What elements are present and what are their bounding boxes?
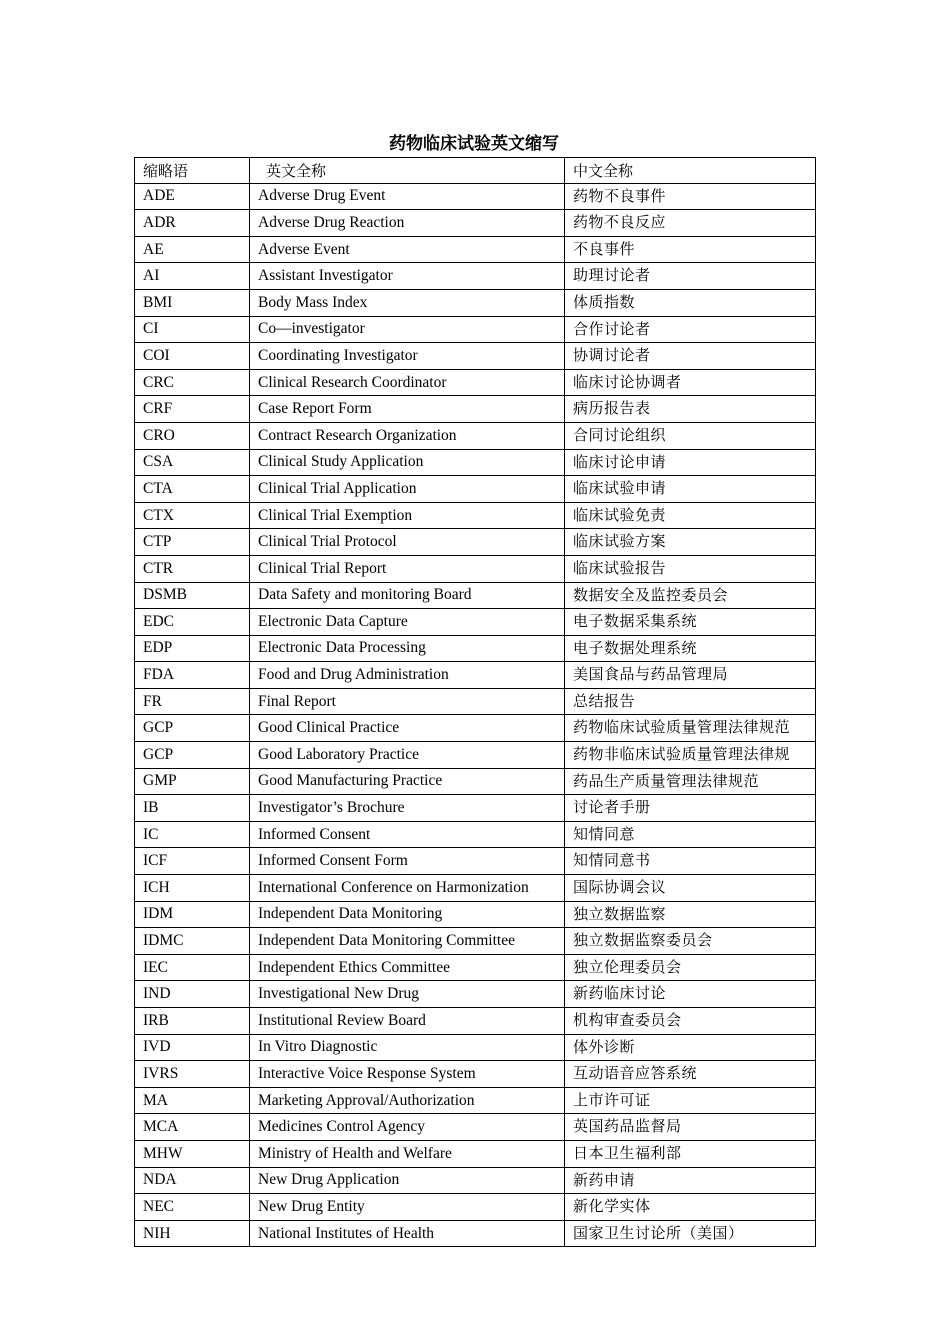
chinese-name-cell: 临床试验报告 bbox=[565, 555, 816, 582]
abbreviation-cell: ICF bbox=[135, 848, 250, 875]
abbreviation-cell: COI bbox=[135, 343, 250, 370]
table-row bbox=[135, 210, 816, 237]
chinese-name-cell: 合作讨论者 bbox=[565, 316, 816, 343]
abbreviation-cell: ADE bbox=[135, 183, 250, 210]
table-row bbox=[135, 502, 816, 529]
english-name-cell: Good Laboratory Practice bbox=[250, 742, 565, 769]
abbreviation-cell: GCP bbox=[135, 715, 250, 742]
abbreviation-cell: CRF bbox=[135, 396, 250, 423]
table-row bbox=[135, 609, 816, 636]
english-name-cell: Clinical Study Application bbox=[250, 449, 565, 476]
table-row bbox=[135, 1087, 816, 1114]
chinese-name-cell: 药物非临床试验质量管理法律规 bbox=[565, 742, 816, 769]
chinese-name-cell: 临床试验免责 bbox=[565, 502, 816, 529]
english-name-cell: Clinical Trial Report bbox=[250, 555, 565, 582]
table-row bbox=[135, 343, 816, 370]
table-row bbox=[135, 981, 816, 1008]
chinese-name-cell: 上市许可证 bbox=[565, 1087, 816, 1114]
english-name-cell: Adverse Drug Event bbox=[250, 183, 565, 210]
chinese-name-cell: 助理讨论者 bbox=[565, 263, 816, 290]
table-row bbox=[135, 1167, 816, 1194]
abbreviation-cell: MCA bbox=[135, 1114, 250, 1141]
english-name-cell: Good Clinical Practice bbox=[250, 715, 565, 742]
table-row bbox=[135, 768, 816, 795]
header-english-name: 英文全称 bbox=[250, 158, 565, 184]
chinese-name-cell: 独立数据监察委员会 bbox=[565, 928, 816, 955]
abbreviation-cell: IEC bbox=[135, 954, 250, 981]
chinese-name-cell: 合同讨论组织 bbox=[565, 422, 816, 449]
english-name-cell: Body Mass Index bbox=[250, 289, 565, 316]
table-row bbox=[135, 422, 816, 449]
abbreviation-cell: CI bbox=[135, 316, 250, 343]
chinese-name-cell: 电子数据处理系统 bbox=[565, 635, 816, 662]
abbreviation-cell: AE bbox=[135, 236, 250, 263]
chinese-name-cell: 知情同意 bbox=[565, 821, 816, 848]
english-name-cell: Good Manufacturing Practice bbox=[250, 768, 565, 795]
table-row bbox=[135, 688, 816, 715]
table-row bbox=[135, 1140, 816, 1167]
document-title: 药物临床试验英文缩写 bbox=[389, 134, 559, 154]
abbreviation-cell: CSA bbox=[135, 449, 250, 476]
english-name-cell: Clinical Research Coordinator bbox=[250, 369, 565, 396]
table-row bbox=[135, 1034, 816, 1061]
english-name-cell: Clinical Trial Exemption bbox=[250, 502, 565, 529]
chinese-name-cell: 药物不良事件 bbox=[565, 183, 816, 210]
english-name-cell: Data Safety and monitoring Board bbox=[250, 582, 565, 609]
abbreviation-cell: FDA bbox=[135, 662, 250, 689]
chinese-name-cell: 体质指数 bbox=[565, 289, 816, 316]
table-row bbox=[135, 1008, 816, 1035]
table-row bbox=[135, 928, 816, 955]
chinese-name-cell: 临床试验方案 bbox=[565, 529, 816, 556]
abbreviation-table bbox=[134, 157, 816, 1247]
abbreviation-cell: NDA bbox=[135, 1167, 250, 1194]
chinese-name-cell: 药物临床试验质量管理法律规范 bbox=[565, 715, 816, 742]
abbreviation-cell: AI bbox=[135, 263, 250, 290]
chinese-name-cell: 讨论者手册 bbox=[565, 795, 816, 822]
abbreviation-cell: IDM bbox=[135, 901, 250, 928]
chinese-name-cell: 病历报告表 bbox=[565, 396, 816, 423]
chinese-name-cell: 临床讨论协调者 bbox=[565, 369, 816, 396]
english-name-cell: Ministry of Health and Welfare bbox=[250, 1140, 565, 1167]
english-name-cell: Independent Data Monitoring bbox=[250, 901, 565, 928]
english-name-cell: Electronic Data Capture bbox=[250, 609, 565, 636]
table-row bbox=[135, 396, 816, 423]
table-header-row bbox=[135, 158, 816, 184]
english-name-cell: Case Report Form bbox=[250, 396, 565, 423]
chinese-name-cell: 药物不良反应 bbox=[565, 210, 816, 237]
chinese-name-cell: 数据安全及监控委员会 bbox=[565, 582, 816, 609]
abbreviation-cell: DSMB bbox=[135, 582, 250, 609]
english-name-cell: Marketing Approval/Authorization bbox=[250, 1087, 565, 1114]
header-chinese-name: 中文全称 bbox=[565, 158, 816, 184]
abbreviation-cell: BMI bbox=[135, 289, 250, 316]
table-row bbox=[135, 848, 816, 875]
table-row bbox=[135, 263, 816, 290]
english-name-cell: Informed Consent Form bbox=[250, 848, 565, 875]
abbreviation-cell: MHW bbox=[135, 1140, 250, 1167]
table-row bbox=[135, 555, 816, 582]
table-row bbox=[135, 289, 816, 316]
english-name-cell: Assistant Investigator bbox=[250, 263, 565, 290]
table-row bbox=[135, 1114, 816, 1141]
english-name-cell: Institutional Review Board bbox=[250, 1008, 565, 1035]
chinese-name-cell: 不良事件 bbox=[565, 236, 816, 263]
abbreviation-cell: NIH bbox=[135, 1220, 250, 1247]
table-row bbox=[135, 821, 816, 848]
english-name-cell: Independent Data Monitoring Committee bbox=[250, 928, 565, 955]
table-row bbox=[135, 795, 816, 822]
abbreviation-cell: IVRS bbox=[135, 1061, 250, 1088]
chinese-name-cell: 知情同意书 bbox=[565, 848, 816, 875]
chinese-name-cell: 国家卫生讨论所（美国） bbox=[565, 1220, 816, 1247]
abbreviation-cell: FR bbox=[135, 688, 250, 715]
abbreviation-cell: IRB bbox=[135, 1008, 250, 1035]
abbreviation-cell: MA bbox=[135, 1087, 250, 1114]
table-row bbox=[135, 476, 816, 503]
english-name-cell: Electronic Data Processing bbox=[250, 635, 565, 662]
table-row bbox=[135, 635, 816, 662]
chinese-name-cell: 临床试验申请 bbox=[565, 476, 816, 503]
chinese-name-cell: 机构审查委员会 bbox=[565, 1008, 816, 1035]
table-row bbox=[135, 183, 816, 210]
abbreviation-cell: IB bbox=[135, 795, 250, 822]
english-name-cell: Independent Ethics Committee bbox=[250, 954, 565, 981]
table-row bbox=[135, 1220, 816, 1247]
abbreviation-cell: CTX bbox=[135, 502, 250, 529]
english-name-cell: Informed Consent bbox=[250, 821, 565, 848]
english-name-cell: Food and Drug Administration bbox=[250, 662, 565, 689]
table-row bbox=[135, 369, 816, 396]
chinese-name-cell: 国际协调会议 bbox=[565, 875, 816, 902]
english-name-cell: Adverse Drug Reaction bbox=[250, 210, 565, 237]
table-row bbox=[135, 582, 816, 609]
english-name-cell: Interactive Voice Response System bbox=[250, 1061, 565, 1088]
table-row bbox=[135, 715, 816, 742]
chinese-name-cell: 新化学实体 bbox=[565, 1194, 816, 1221]
english-name-cell: New Drug Entity bbox=[250, 1194, 565, 1221]
abbreviation-cell: IVD bbox=[135, 1034, 250, 1061]
table-row bbox=[135, 875, 816, 902]
chinese-name-cell: 临床讨论申请 bbox=[565, 449, 816, 476]
english-name-cell: Contract Research Organization bbox=[250, 422, 565, 449]
abbreviation-cell: GMP bbox=[135, 768, 250, 795]
english-name-cell: Final Report bbox=[250, 688, 565, 715]
english-name-cell: Investigator’s Brochure bbox=[250, 795, 565, 822]
abbreviation-cell: CTA bbox=[135, 476, 250, 503]
abbreviation-cell: ICH bbox=[135, 875, 250, 902]
table-row bbox=[135, 662, 816, 689]
abbreviation-cell: IC bbox=[135, 821, 250, 848]
english-name-cell: Clinical Trial Protocol bbox=[250, 529, 565, 556]
english-name-cell: Investigational New Drug bbox=[250, 981, 565, 1008]
abbreviation-cell: GCP bbox=[135, 742, 250, 769]
abbreviation-cell: EDC bbox=[135, 609, 250, 636]
english-name-cell: Coordinating Investigator bbox=[250, 343, 565, 370]
abbreviation-cell: NEC bbox=[135, 1194, 250, 1221]
table-row bbox=[135, 529, 816, 556]
table-row bbox=[135, 316, 816, 343]
abbreviation-cell: ADR bbox=[135, 210, 250, 237]
abbreviation-cell: CTR bbox=[135, 555, 250, 582]
english-name-cell: In Vitro Diagnostic bbox=[250, 1034, 565, 1061]
chinese-name-cell: 药品生产质量管理法律规范 bbox=[565, 768, 816, 795]
abbreviation-cell: CTP bbox=[135, 529, 250, 556]
english-name-cell: New Drug Application bbox=[250, 1167, 565, 1194]
chinese-name-cell: 英国药品监督局 bbox=[565, 1114, 816, 1141]
chinese-name-cell: 新药临床讨论 bbox=[565, 981, 816, 1008]
table-row bbox=[135, 236, 816, 263]
chinese-name-cell: 新药申请 bbox=[565, 1167, 816, 1194]
english-name-cell: Clinical Trial Application bbox=[250, 476, 565, 503]
chinese-name-cell: 体外诊断 bbox=[565, 1034, 816, 1061]
header-abbreviation: 缩略语 bbox=[135, 158, 250, 184]
chinese-name-cell: 美国食品与药品管理局 bbox=[565, 662, 816, 689]
english-name-cell: Adverse Event bbox=[250, 236, 565, 263]
english-name-cell: National Institutes of Health bbox=[250, 1220, 565, 1247]
chinese-name-cell: 总结报告 bbox=[565, 688, 816, 715]
table-row bbox=[135, 1061, 816, 1088]
english-name-cell: International Conference on Harmonization bbox=[250, 875, 565, 902]
abbreviation-cell: IDMC bbox=[135, 928, 250, 955]
english-name-cell: Medicines Control Agency bbox=[250, 1114, 565, 1141]
chinese-name-cell: 独立数据监察 bbox=[565, 901, 816, 928]
chinese-name-cell: 协调讨论者 bbox=[565, 343, 816, 370]
table-row bbox=[135, 449, 816, 476]
chinese-name-cell: 互动语音应答系统 bbox=[565, 1061, 816, 1088]
chinese-name-cell: 电子数据采集系统 bbox=[565, 609, 816, 636]
abbreviation-cell: CRC bbox=[135, 369, 250, 396]
chinese-name-cell: 独立伦理委员会 bbox=[565, 954, 816, 981]
abbreviation-cell: CRO bbox=[135, 422, 250, 449]
abbreviation-cell: IND bbox=[135, 981, 250, 1008]
table-row bbox=[135, 742, 816, 769]
table-row bbox=[135, 954, 816, 981]
table-row bbox=[135, 1194, 816, 1221]
abbreviation-cell: EDP bbox=[135, 635, 250, 662]
chinese-name-cell: 日本卫生福利部 bbox=[565, 1140, 816, 1167]
table-row bbox=[135, 901, 816, 928]
english-name-cell: Co—investigator bbox=[250, 316, 565, 343]
